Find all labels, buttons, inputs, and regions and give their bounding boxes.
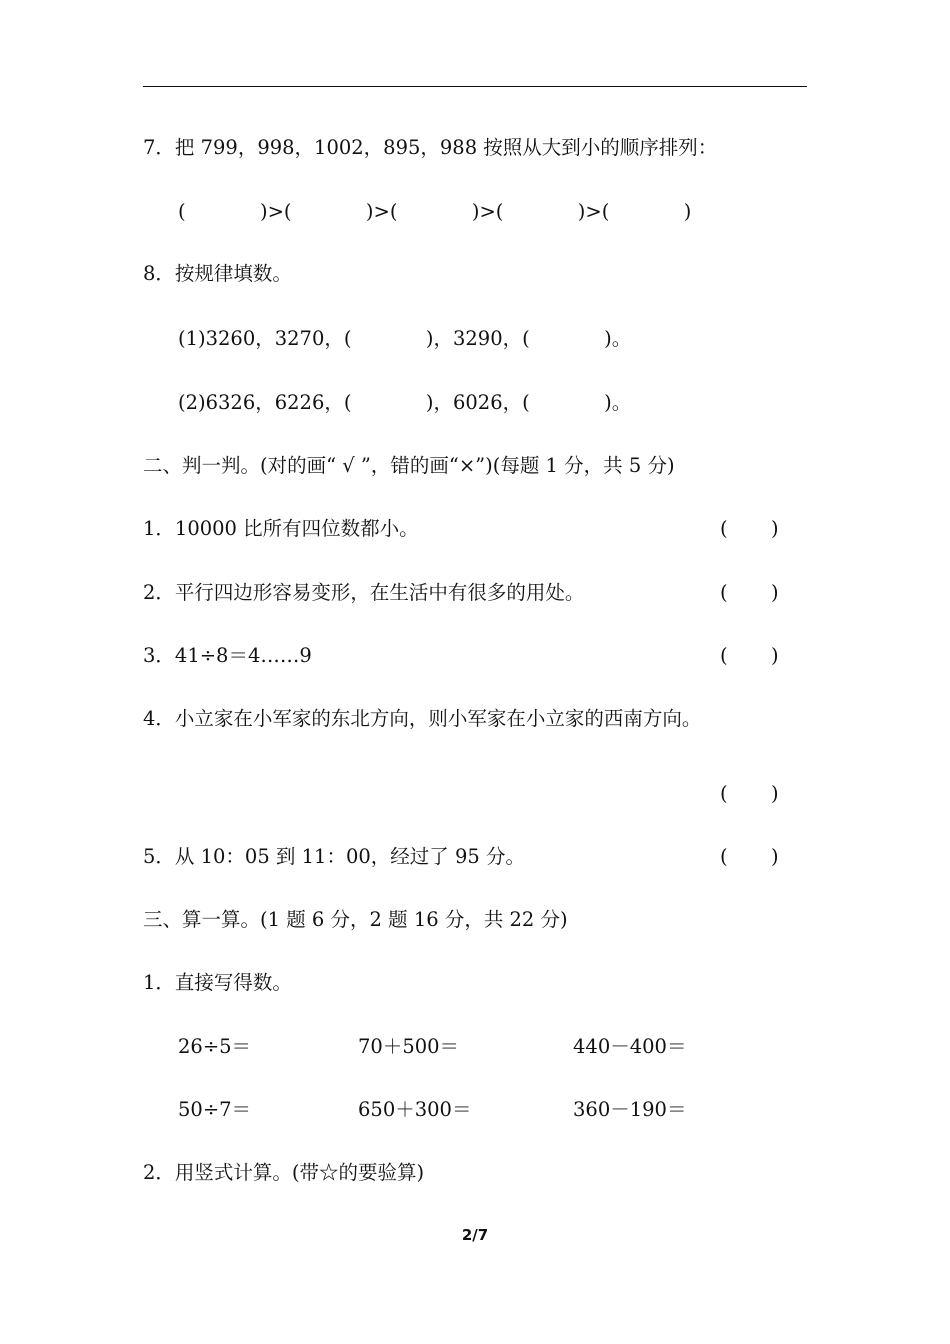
question-8-item-2: (2)6326，6226，( )，6026，( )。 <box>178 391 632 414</box>
header-rule <box>143 86 807 87</box>
answer-paren-5: ( ) <box>720 845 779 868</box>
section-3-heading: 三、算一算。(1 题 6 分，2 题 16 分，共 22 分) <box>143 908 568 931</box>
question-8-item-1: (1)3260，3270，( )，3290，( )。 <box>178 327 632 350</box>
answer-paren-4: ( ) <box>720 782 779 805</box>
judge-item-4: 4．小立家在小军家的东北方向，则小军家在小立家的西南方向。 <box>143 707 702 730</box>
page-number: 2/7 <box>461 1226 489 1244</box>
calc-item: 440－400＝ <box>573 1035 687 1058</box>
calc-item: 650＋300＝ <box>358 1098 472 1121</box>
answer-paren-2: ( ) <box>720 581 779 604</box>
calc-sub-1: 1．直接写得数。 <box>143 971 292 994</box>
question-7: 7．把 799，998，1002，895，988 按照从大到小的顺序排列： <box>143 136 718 159</box>
calc-item: 70＋500＝ <box>358 1035 460 1058</box>
judge-item-5: 5．从 10：05 到 11：00，经过了 95 分。 <box>143 845 525 868</box>
calc-sub-2: 2．用竖式计算。(带☆的要验算) <box>143 1161 425 1184</box>
judge-item-3: 3．41÷8＝4……9 <box>143 644 312 667</box>
judge-item-2: 2．平行四边形容易变形，在生活中有很多的用处。 <box>143 581 585 604</box>
section-2-heading: 二、判一判。(对的画“ √ ”，错的画“×”)(每题 1 分，共 5 分) <box>143 454 675 477</box>
calc-item: 360－190＝ <box>573 1098 687 1121</box>
calc-item: 50÷7＝ <box>178 1098 252 1121</box>
question-7-blanks: ( )>( )>( )>( )>( ) <box>178 200 692 223</box>
question-8-title: 8．按规律填数。 <box>143 262 292 285</box>
judge-item-1: 1．10000 比所有四位数都小。 <box>143 517 419 540</box>
answer-paren-3: ( ) <box>720 644 779 667</box>
calc-item: 26÷5＝ <box>178 1035 252 1058</box>
answer-paren-1: ( ) <box>720 517 779 540</box>
